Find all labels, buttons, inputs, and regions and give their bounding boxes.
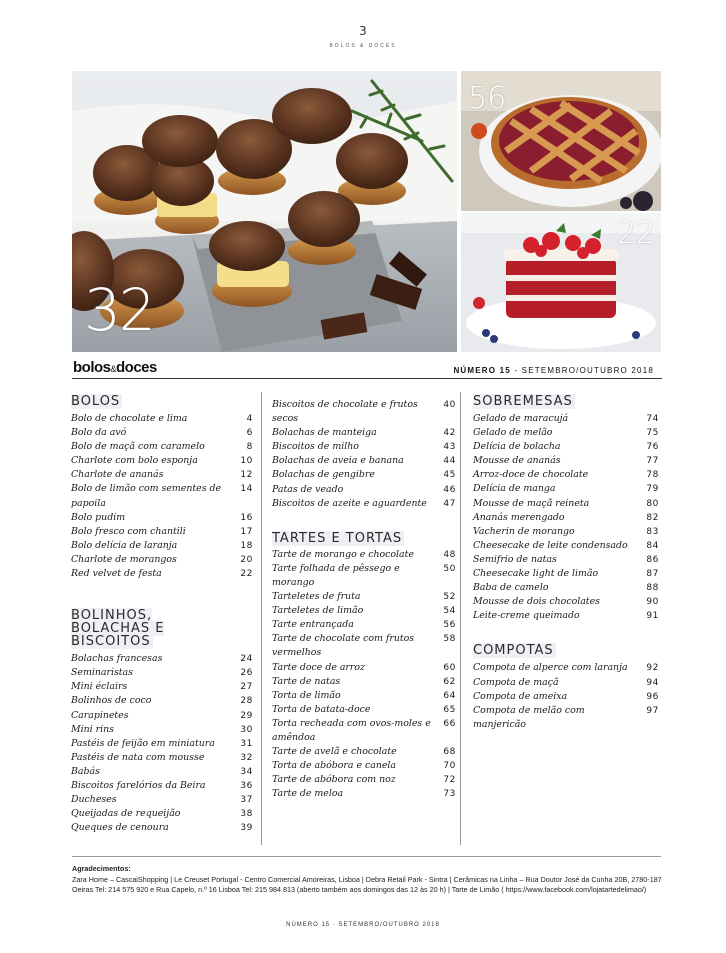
toc-entry[interactable]: Mousse de maçã reineta 80 [473, 497, 659, 509]
toc-entry[interactable]: Bolachas de gengibre 45 [272, 469, 456, 481]
category-heading: COMPOTAS [473, 643, 554, 659]
toc-entry[interactable]: Bolo pudim 16 [71, 511, 253, 523]
section-label: BOLOS & DOCES [329, 43, 397, 49]
toc-entry[interactable]: Gelado de maracujá 74 [473, 413, 659, 424]
footer-rule [72, 856, 661, 857]
toc-column-3 [473, 395, 659, 732]
toc-entry[interactable]: Bolachas francesas 24 [71, 653, 253, 665]
toc-entry[interactable]: Queques de cenoura 39 [71, 822, 253, 834]
acknowledgements-title: Agradecimentos: [72, 864, 131, 873]
toc-entry[interactable]: Charlote de ananás 12 [71, 469, 253, 481]
toc-entry[interactable]: Queijadas de requeijão 38 [71, 808, 253, 820]
toc-entry[interactable]: Carapinetes 29 [71, 709, 253, 721]
column-divider [460, 392, 461, 845]
toc-entry[interactable]: Compota de melão com manjericão 97 [473, 704, 659, 730]
toc-entry[interactable]: Charlote de morangos 20 [71, 553, 253, 565]
toc-entry[interactable]: Tarteletes de fruta 52 [272, 591, 456, 603]
toc-entry[interactable]: Leite-creme queimado 91 [473, 610, 659, 622]
toc-entry[interactable]: Mini éclairs 27 [71, 681, 253, 693]
toc-entry[interactable]: Torta recheada com ovos-moles e amêndoa 66 [272, 717, 456, 743]
toc-entry[interactable]: Tarte entrançada 56 [272, 619, 456, 631]
category-heading: SOBREMESAS [473, 394, 573, 409]
toc-entry[interactable]: Pastéis de feijão em miniatura 31 [71, 737, 253, 749]
toc-entry[interactable]: Arroz-doce de chocolate 78 [473, 469, 659, 481]
toc-entry[interactable]: Bolo de chocolate e lima 4 [71, 413, 253, 424]
toc-entry[interactable]: Bolo fresco com chantili 17 [71, 525, 253, 537]
photo-page-ref: 56 [468, 81, 507, 116]
toc-entry[interactable]: Delícia de manga 79 [473, 483, 659, 495]
issue-label: NÚMERO 15 - SETEMBRO/OUTUBRO 2018 [453, 366, 654, 375]
toc-entry[interactable]: Patas de veado 46 [272, 483, 456, 495]
toc-entry[interactable]: Mousse de dois chocolates 90 [473, 596, 659, 608]
toc-entry[interactable]: Tarte de avelã e chocolate 68 [272, 746, 456, 758]
category-heading: BOLINHOS, BOLACHAS E BISCOITOS [71, 608, 165, 650]
toc-entry[interactable]: Bolachas de aveia e banana 44 [272, 455, 456, 467]
toc-entry[interactable]: Tarte de natas 62 [272, 675, 456, 687]
toc-entry[interactable]: Ananás merengado 82 [473, 511, 659, 523]
toc-entry[interactable]: Red velvet de festa 22 [71, 568, 253, 580]
toc-entry[interactable]: Delícia de bolacha 76 [473, 441, 659, 453]
page-number: 3 [359, 24, 367, 38]
toc-entry[interactable]: Tarte doce de arroz 60 [272, 661, 456, 673]
toc-entry[interactable]: Compota de ameixa 96 [473, 690, 659, 702]
toc-entry[interactable]: Seminaristas 26 [71, 667, 253, 679]
category-heading: BOLOS [71, 394, 121, 409]
toc-entry[interactable]: Compota de alperce com laranja 92 [473, 662, 659, 674]
hero-photo-pasteis [72, 71, 457, 352]
toc-entry[interactable]: Mousse de ananás 77 [473, 455, 659, 467]
photo-red-velvet [461, 213, 661, 352]
toc-entry[interactable]: Cheesecake light de limão 87 [473, 568, 659, 580]
toc-entry[interactable]: Semifrio de natas 86 [473, 553, 659, 565]
toc-entry[interactable]: Vacherin de morango 83 [473, 525, 659, 537]
toc-entry[interactable]: Bolo delícia de laranja 18 [71, 539, 253, 551]
column-divider [261, 392, 262, 845]
toc-entry[interactable]: Ducheses 37 [71, 794, 253, 806]
toc-entry[interactable]: Tarte de chocolate com frutos vermelhos 58 [272, 633, 456, 659]
toc-column-2 [272, 398, 456, 801]
brand-logo: bolos&doces [73, 359, 157, 376]
photo-page-ref: 22 [617, 216, 656, 251]
toc-entry[interactable]: Compota de maçã 94 [473, 676, 659, 688]
toc-entry[interactable]: Tarteletes de limão 54 [272, 605, 456, 617]
toc-entry[interactable]: Bolo de maçã com caramelo 8 [71, 441, 253, 453]
toc-entry[interactable]: Cheesecake de leite condensado 84 [473, 539, 659, 551]
toc-entry[interactable]: Torta de batata-doce 65 [272, 703, 456, 715]
toc-entry[interactable]: Baba de camelo 88 [473, 582, 659, 594]
toc-entry[interactable]: Torta de limão 64 [272, 689, 456, 701]
toc-entry[interactable]: Mini rins 30 [71, 723, 253, 735]
toc-entry[interactable]: Bolinhos de coco 28 [71, 695, 253, 707]
page-folio: NÚMERO 15 · SETEMBRO/OUTUBRO 2018 [286, 922, 440, 928]
toc-entry[interactable]: Biscoitos farelórios da Beira 36 [71, 779, 253, 791]
toc-entry[interactable]: Bolo da avó 6 [71, 427, 253, 439]
acknowledgements [72, 864, 662, 896]
category-heading: TARTES E TORTAS [272, 530, 403, 546]
toc-entry[interactable]: Tarte de abóbora com noz 72 [272, 774, 456, 786]
toc-entry[interactable]: Tarte folhada de pêssego e morango 50 [272, 562, 456, 588]
toc-entry[interactable]: Pastéis de nata com mousse 32 [71, 751, 253, 763]
toc-entry[interactable]: Gelado de melão 75 [473, 427, 659, 439]
toc-entry[interactable]: Tarte de meloa 73 [272, 788, 456, 800]
header-rule [72, 378, 662, 379]
toc-column-1 [71, 395, 253, 835]
photo-lattice-tart [461, 71, 661, 211]
toc-entry[interactable]: Biscoitos de chocolate e frutos secos 40 [272, 399, 456, 425]
photo-page-ref: 32 [84, 276, 154, 344]
acknowledgements-text: Zara Home – CascaiShopping | Le Creuset Portugal - Centro Comercial Amoreiras, Lisboa | Debra Retail Park - Sintra | Cerâmicas na Linha – Rua Doutor José da Cunha 20B, 2780-187 Oeiras Tel: 214 575 920 e Rua Capelo, n.º 16 Lisboa Tel: 215 984 813 (aberto também aos domingos das 12 às 20 h) | Tarte de Limão ( https://www.facebook.com/lojatartedelimao/) [72, 874, 662, 895]
toc-entry[interactable]: Bolachas de manteiga 42 [272, 427, 456, 439]
toc-entry[interactable]: Tarte de morango e chocolate 48 [272, 548, 456, 560]
toc-entry[interactable]: Torta de abóbora e canela 70 [272, 760, 456, 772]
toc-entry[interactable]: Biscoitos de azeite e aguardente 47 [272, 497, 456, 509]
toc-entry[interactable]: Charlote com bolo esponja 10 [71, 455, 253, 467]
toc-entry[interactable]: Biscoitos de milho 43 [272, 441, 456, 453]
toc-entry[interactable]: Babás 34 [71, 765, 253, 777]
toc-entry[interactable]: Bolo de limão com sementes de papoila 14 [71, 483, 253, 509]
